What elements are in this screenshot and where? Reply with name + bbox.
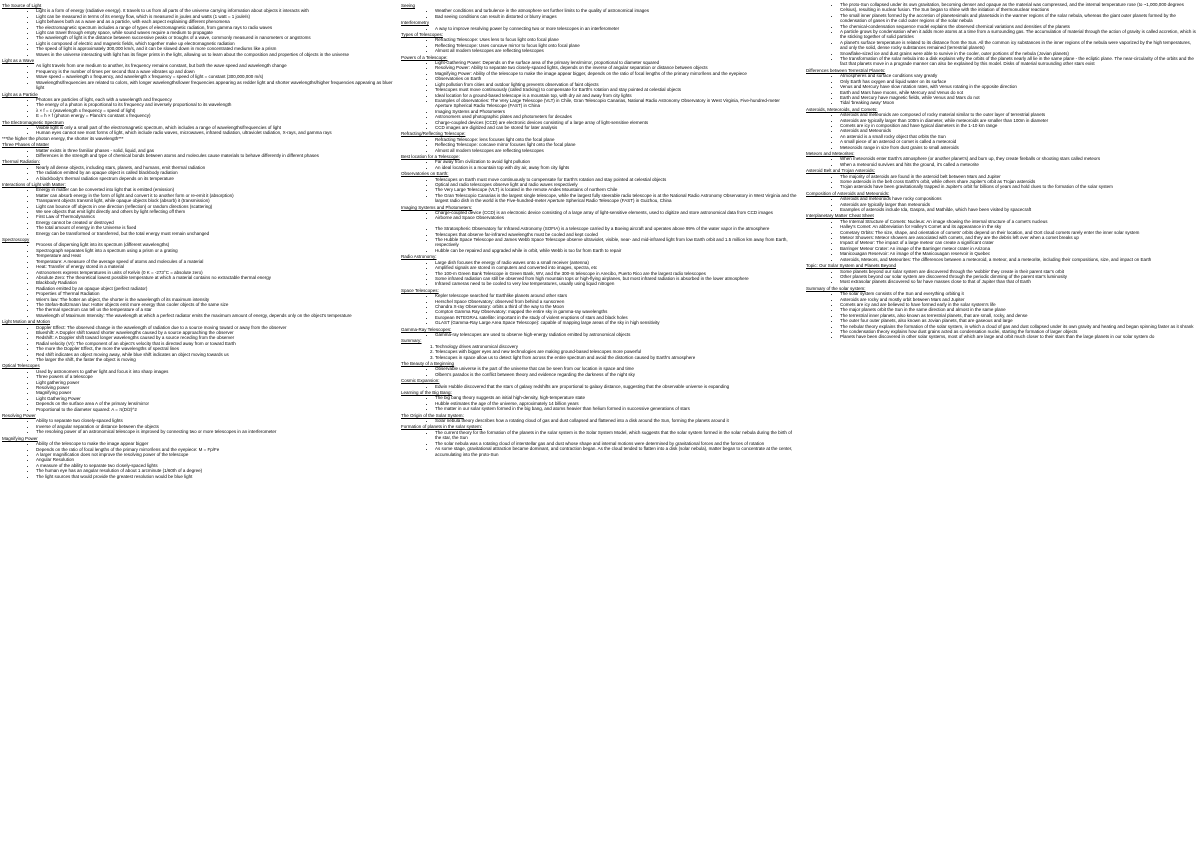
- list-item: • Edwin Hubble discovered that the stars of galaxy redshifts are proportional to galaxy distance, suggesting that the observable universe is expanding: [435, 384, 797, 389]
- bullet-list: [2, 63, 394, 90]
- list-item: • The Very Large Telescope (VLT) is located in the remote Andes Mountains of northern Chile: [435, 187, 797, 192]
- section-heading: Radio Astronomy:: [401, 254, 437, 260]
- list-item: • Ability of the telescope to make the image appear bigger: [36, 441, 394, 446]
- column-left: [2, 2, 394, 846]
- bullet-list: [806, 156, 1198, 167]
- section-heading: Magnifying Power: [2, 435, 38, 441]
- section-heading: Imaging Systems and Photometers:: [401, 204, 473, 210]
- list-item: • Impact of Meteor: The impact of a large meteor can create a significant crater: [840, 240, 1198, 245]
- list-item: • The more the Doppler Effect, the more the wavelengths of spectral lines: [36, 346, 394, 351]
- list-item: • Asteroids are typically larger than 100m in diameter, while meteoroids are smaller than 100m in diameter: [840, 118, 1198, 123]
- list-item: • Process of dispersing light into its spectrum (different wavelengths): [36, 242, 394, 247]
- list-item: • Refracting Telescope: lens focuses light onto the focal plane: [435, 137, 797, 142]
- list-item: • Matter exists in three familiar phases - solid, liquid, and gas: [36, 148, 394, 153]
- list-item: • The Gran Telescopio Canarias is the largest single telescope, while the largest fully steerable radio telescope is at the National Radio Astronomy Observatory in West Virginia and the largest radio dish in the world is the Five-hundred-meter Aperture Spherical Radio Telescope (FAST) in Guizhou, China: [435, 193, 797, 204]
- list-item: • Planets have been discovered in other solar systems, most of which are large and orbit much closer to their stars than the large planets in our solar system do: [840, 334, 1198, 339]
- list-item: • Matter can absorb energy in the form of light and convert it to another form or re-emit it (absorption): [36, 193, 394, 198]
- bullet-list: [806, 174, 1198, 190]
- list-item: • The Internal Structure of Comets: Nucleus: An image showing the internal structure of a comet's nucleus: [840, 219, 1198, 224]
- list-item: • The Stefan-Boltzmann law: Hotter objects emit more energy than cooler objects of the same size: [36, 302, 394, 307]
- list-item: • The nebular theory explains the formation of the solar system, in which a cloud of gas and dust collapsed under its own gravity and heating and began spinning faster as it shrank: [840, 324, 1198, 329]
- section-heading: Types of Telescopes:: [401, 32, 443, 38]
- list-item: • The small inner planets formed by the accretion of planetesimals and planetoids in the warmer regions of the solar nebula, whereas the giant outer planets formed by the condensation of gases in the cold outer regions of the solar nebula: [840, 13, 1198, 24]
- list-item: • Examples of asteroids include Ida, Gaspra, and Mathilde, which have been visited by spacecraft: [840, 207, 1198, 212]
- bullet-list: [2, 242, 394, 318]
- bullet-list: [2, 165, 394, 181]
- list-item: • The energy of a photon is proportional to its frequency and inversely proportional to its wavelength: [36, 102, 394, 107]
- bullet-list: [806, 112, 1198, 150]
- bullet-list: [401, 293, 797, 325]
- section-heading: Optical Telescopes: [2, 363, 40, 369]
- list-item: • Heat: Transfer of energy stored in a material: [36, 264, 394, 269]
- bullet-list: [806, 269, 1198, 285]
- list-item: • Gamma-ray telescopes are used to observe high-energy radiation emitted by astronomical objects: [435, 332, 797, 337]
- list-item: • Depends on the surface area A of the primary lens/mirror: [36, 401, 394, 406]
- list-item: • Almost all modern telescopes are reflecting telescopes: [435, 48, 797, 53]
- list-item: • Earth and Mars have moons, while Mercury and Venus do not: [840, 90, 1198, 95]
- bullet-list: [806, 219, 1198, 262]
- list-item: • Resolving Power: Ability to separate two closely-spaced lights, depends on the inverse of angular separation or distance between objects: [435, 65, 797, 70]
- section-heading: Light Motion and Motion: [2, 319, 51, 325]
- section-heading: Formation of planets in the solar system:: [401, 424, 483, 430]
- section-heading: Learning of the Big Bang:: [401, 390, 452, 396]
- section-heading: Composition of Asteroids and Meteoroids:: [806, 190, 890, 196]
- list-item: • λ × f = c (wavelength x frequency = speed of light): [36, 108, 394, 113]
- list-item: • Telescopes on Earth must move continuously to compensate for Earth's rotation and stay pointed at celestial objects: [435, 177, 797, 182]
- list-item: • The total amount of energy in the Universe is fixed: [36, 225, 394, 230]
- list-item: • Light can travel through empty space, while sound waves require a medium to propagate: [36, 30, 394, 35]
- list-item: • As light travels from one medium to another, its frequency remains constant, but both the wave speed and wavelength change: [36, 63, 394, 68]
- list-item: • Waves in the universe interacting with light has its finger prints in the light, allowing us to learn about the composition and properties of objects in the universe: [36, 52, 394, 57]
- list-item: • Other planets beyond our solar system are discovered through the periodic dimming of the parent star's luminosity: [840, 274, 1198, 279]
- list-item: • Red shift indicates an object moving away, while blue shift indicates an object moving towards us: [36, 352, 394, 357]
- list-item: • When a meteoroid survives and hits the ground, it's called a meteorite: [840, 162, 1198, 167]
- list-item: • Hubble can be repaired and upgraded while in orbit, while Webb is too far from Earth to repair: [435, 248, 797, 253]
- list-item: • The matter in our solar system formed in the big bang, and atoms heavier than helium formed in successive generations of stars: [435, 406, 797, 411]
- list-item: • The solar nebula was a rotating cloud of interstellar gas and dust whose shape and internal motions were determined by gravitational forces and the forces of rotation: [435, 441, 797, 446]
- list-item: • Observatories on Earth: [435, 76, 797, 81]
- list-item: • Transparent objects transmit light, while opaque objects block (absorb) it (transmission): [36, 198, 394, 203]
- list-item: • Chandra X-ray Observatory: orbits a third of the way to the Moon: [435, 304, 797, 309]
- section-heading: Asteroids, Meteoroids, and Comets:: [806, 106, 878, 112]
- list-item: • Olbers's paradox is the conflict between theory and evidence regarding the darkness of the night sky: [435, 372, 797, 377]
- section-heading: Three Phases of Matter: [2, 142, 50, 148]
- bullet-list: [401, 384, 797, 389]
- list-item: • Charge-coupled devices (CCD) are electronic devices consisting of a large array of light-sensitive elements: [435, 120, 797, 125]
- section-heading: Light as a Wave: [2, 58, 35, 64]
- note-text: ***the higher the photon energy, the shorter its wavelength***: [2, 135, 124, 141]
- list-item: • Telescopes must move continuously (called tracking) to compensate for Earth's rotation and stay pointed at celestial objects: [435, 87, 797, 92]
- list-item: • Astronomers express temperatures in units of Kelvin (0 K = -273°C = absolute zero): [36, 270, 394, 275]
- list-item: • Depends on the ratio of focal lengths of the primary mirror/lens and the eyepiece: M = Fp/Fe: [36, 447, 394, 452]
- section-heading: Seeing: [401, 3, 416, 8]
- list-item: • The current theory for the formation of the planets in the solar system is the Solar System Model, which suggests that the solar system formed in the solar nebula during the birth of the star, the Sun: [435, 430, 797, 441]
- list-item: • Barringer Meteor Crater: An image of the Barringer meteor crater in Arizona: [840, 246, 1198, 251]
- list-item: • CCD images are digitized and can be stored for later analysis: [435, 125, 797, 130]
- list-item: • A small piece of an asteroid or comet is called a meteoroid: [840, 139, 1198, 144]
- list-item: • A measure of the ability to separate two closely-spaced lights: [36, 463, 394, 468]
- list-item: • Refracting Telescope: Uses lens to focus light onto focal plane: [435, 37, 797, 42]
- list-item: • Asteroids and Meteoroids: [840, 128, 1198, 133]
- list-item: • Imaging Systems and Photometers: [435, 109, 797, 114]
- bullet-list: [806, 2, 1198, 67]
- list-item: • An ideal location is a mountain top with dry air, away from city lights: [435, 165, 797, 170]
- list-item: • European INTEGRAL satellite: important in the study of violent eruptions of stars and black holes: [435, 315, 797, 320]
- bullet-list: [401, 332, 797, 337]
- list-item: • Photons are particles of light, each with a wavelength and frequency: [36, 97, 394, 102]
- list-item: • Wien's law: The hotter an object, the shorter is the wavelength of its maximum intensity: [36, 297, 394, 302]
- list-item: • The wavelength of light is the distance between successive peaks or troughs of a wave, commonly measured in nanometers or angstroms: [36, 35, 394, 40]
- list-item: • Three powers of a telescope: [36, 374, 394, 379]
- list-item: • Energy can be transformed or transferred, but the total energy must remain unchanged: [36, 231, 394, 236]
- list-item: • Human eyes cannot see most forms of light, which include radio waves, microwaves, infrared radiation, ultraviolet radiation, X-rays, and gamma rays: [36, 130, 394, 135]
- bullet-list: [2, 97, 394, 119]
- section-heading: Powers of a Telescope:: [401, 54, 448, 60]
- list-item: • A particle grows by condensation when it adds more atoms at a time from a surrounding gas. The accumulation of material through the action of gravity is called accretion, which is the sticking together of solid particles: [840, 29, 1198, 40]
- list-item: • The radiation emitted by an opaque object is called blackbody radiation: [36, 170, 394, 175]
- list-item: • Asteroids and meteoroids are composed of rocky material similar to the outer layer of terrestrial planets: [840, 112, 1198, 117]
- section-heading: Summary:: [401, 338, 422, 344]
- list-item: • A larger magnification does not improve the resolving power of the telescope: [36, 452, 394, 457]
- list-item: • Differences in the strength and type of chemical bonds between atoms and molecules cause materials to behave differently in different phases: [36, 153, 394, 158]
- list-item: • Solar nebula theory describes how a rotating cloud of gas and dust collapsed and flattened into a disk around the Sun, forming the planets around it: [435, 418, 797, 423]
- list-item: • Ability to separate two closely-spaced lights: [36, 418, 394, 423]
- list-item: • A planet's surface temperature is related to its distance from the Sun. All the common icy substances in the inner regions of the nebula were vaporized by the high temperatures, and only the solid, dense rocky substances remained (terrestrial planets): [840, 40, 1198, 51]
- list-item: • Herschel Space Observatory: observed from behind a sunscreen: [435, 299, 797, 304]
- list-item: • Light-Gathering Power: Depends on the surface area of the primary lens/mirror, proportional to diameter squared: [435, 60, 797, 65]
- bullet-list: [401, 26, 797, 31]
- list-item: • As some stage, gravitational attraction became dominant, and contraction began. As the cloud tended to flatten into a disk (solar nebula), matter began to concentrate at the center, accumulating into the proto-Sun: [435, 446, 797, 457]
- list-item: • When meteoroids enter Earth's atmosphere (or another planet's) and burn up, they create fireballs or shooting stars called meteors: [840, 156, 1198, 161]
- list-item: • The solar system consists of the Sun and everything orbiting it: [840, 291, 1198, 296]
- list-item: • We see objects that emit light directly and others by light reflecting off them: [36, 209, 394, 214]
- list-item: • A way to improve resolving power by connecting two or more telescopes in an interferometer: [435, 26, 797, 31]
- section-heading: The Electromagnetic Spectrum: [2, 119, 64, 125]
- list-item: • Most extrasolar planets discovered so far have masses close to that of Jupiter than that of Earth: [840, 279, 1198, 284]
- list-item: • Halley's Comet: An abbreviation for Halley's Comet and its appearance in the sky: [840, 224, 1198, 229]
- list-item: • Venus and Mercury have slow rotation rates, with Venus rotating in the opposite direction: [840, 84, 1198, 89]
- list-item: • Observable universe is the part of the universe that can be seen from our location in space and time: [435, 366, 797, 371]
- list-item: • Only Earth has oxygen and liquid water on its surface: [840, 79, 1198, 84]
- list-item: • The outer four outer planets, also known as Jovian planets, that are gaseous and large: [840, 318, 1198, 323]
- bullet-list: [2, 148, 394, 159]
- section-heading: Differences between Terrestrial Planets:: [806, 67, 886, 73]
- list-item: • Light can be measured in terms of its energy flow, which is measured in joules and watts (1 watt = 1 joule/s): [36, 14, 394, 19]
- bullet-list: [806, 291, 1198, 340]
- list-item: • The speed of light is approximately 300,000 km/s, and it can be slowed down in more concentrated mediums like a prism: [36, 46, 394, 51]
- list-item: • The majority of asteroids are found in the asteroid belt between Mars and Jupiter: [840, 174, 1198, 179]
- list-item: • Weather conditions and turbulence in the atmosphere set further limits to the quality of astronomical images: [435, 8, 797, 13]
- bullet-list: [2, 8, 394, 57]
- list-item: • Examples of observatories: The Very Large Telescope (VLT) in Chile, Gran Telescopio Canarias, National Radio Astronomy Observatory in West Virginia, Five-hundred-meter Aperture Spherical Radio Telescope (FAST) in China: [435, 98, 797, 109]
- list-item: • Reflecting Telescope: Uses concave mirror to focus light onto focal plane: [435, 43, 797, 48]
- bullet-list: [2, 441, 394, 479]
- list-item: • Some planets beyond our solar system are discovered through the 'wobble' they create in their parent star's orbit: [840, 269, 1198, 274]
- list-item: • The thermal spectrum can tell us the temperature of a star: [36, 307, 394, 312]
- list-item: • The big bang theory suggests an initial high-density, high-temperature state: [435, 395, 797, 400]
- list-item: • Ideal location for a ground-based telescope is a mountain top, with dry air and away from city lights: [435, 93, 797, 98]
- bullet-list: [401, 430, 797, 457]
- list-item: • Airborne and Space Observatories: [435, 215, 797, 220]
- list-item: • The 100-m Green Bank Telescope in Green Bank, WV, and the 300-m telescope in Arecibo, Puerto Rico are the largest radio telescopes: [435, 271, 797, 276]
- list-item: • The Stratospheric Observatory for Infrared Astronomy (SOFIA) is a telescope carried by a Boeing aircraft and operates above 99% of the water vapor in the atmosphere: [435, 226, 797, 231]
- list-item: • Asteroids are rocky and mostly orbit between Mars and Jupiter: [840, 297, 1198, 302]
- section-heading: Best location for a Telescope:: [401, 153, 460, 159]
- list-item: • Infrared cameras need to be cooled to very low temperatures, usually using liquid nitrogen: [435, 281, 797, 286]
- list-item: • Compton Gamma Ray Observatory: mapped the entire sky in gamma-ray wavelengths: [435, 309, 797, 314]
- list-item: • Redshift: A Doppler shift toward longer wavelengths caused by a source receding from the observer: [36, 335, 394, 340]
- list-item: • The larger the shift, the faster the object is moving: [36, 357, 394, 362]
- bullet-list: [401, 260, 797, 287]
- bullet-list: [401, 177, 797, 204]
- bullet-list: [401, 8, 797, 19]
- list-item: • Cometary Orbits: The size, shape, and orientation of comets' orbits depend on their location, and Oort cloud comets rarely enter the inner solar system: [840, 230, 1198, 235]
- bullet-list: [401, 418, 797, 423]
- list-item: • Temperature and Heat: [36, 253, 394, 258]
- list-item: • Hubble estimates the age of the universe, approximately 14 billion years: [435, 401, 797, 406]
- list-item: • Meteor Showers: Meteor showers are associated with comets, and they are the debris left over when a comet breaks up: [840, 235, 1198, 240]
- list-item: • Wavelengths/frequencies are related to colors, with longer wavelengths/lower frequencies appearing as redder light and shorter wavelengths/higher frequencies appearing as bluer light: [36, 80, 394, 91]
- list-item: 1. Technology drives astronomical discovery: [435, 344, 797, 349]
- list-item: • Some asteroids in the belt cross Earth's orbit, while others share Jupiter's orbit as Trojan asteroids: [840, 179, 1198, 184]
- list-item: • Proportional to the diameter squared: A = π(D/2)^2: [36, 407, 394, 412]
- list-item: • Asteroids and meteoroids have rocky compositions: [840, 196, 1198, 201]
- list-item: • Light gathering power: [36, 380, 394, 385]
- section-heading: Summary of the solar system:: [806, 285, 866, 291]
- bullet-list: [401, 60, 797, 130]
- section-heading: The Beauty of a Beginning: [401, 361, 455, 366]
- bullet-list: [2, 325, 394, 363]
- section-heading: Spectroscopy: [2, 237, 30, 243]
- bullet-list: [401, 210, 797, 253]
- list-item: • Blueshift: A Doppler shift toward shorter wavelengths caused by a source approaching the observer: [36, 330, 394, 335]
- list-item: • Wave speed = wavelength x frequency, and wavelength x frequency = speed of light = constant (300,000,000 m/s): [36, 74, 394, 79]
- bullet-list: [2, 187, 394, 236]
- list-item: • The chemical-condensation sequence model explains the observed chemical variations and densities of the planets: [840, 24, 1198, 29]
- list-item: • The electromagnetic spectrum includes a range of types of electromagnetic radiation, from gamma rays to radio waves: [36, 25, 394, 30]
- list-item: • Meteoroids range in size from dust grains to small asteroids: [840, 145, 1198, 150]
- column-middle: [401, 2, 797, 846]
- bullet-list: [401, 344, 797, 360]
- list-item: • Almost all modern telescopes are reflecting telescopes: [435, 148, 797, 153]
- list-item: • Atmospheres and surface conditions vary greatly: [840, 73, 1198, 78]
- list-item: • Frequency is the number of times per second that a wave vibrates up and down: [36, 69, 394, 74]
- list-item: • Inverse of angular separation or distance between the objects: [36, 424, 394, 429]
- bullet-list: [806, 196, 1198, 212]
- list-item: • The resolving power of an astronomical telescope is improved by connecting two or more telescopes in an interferometer: [36, 429, 394, 434]
- section-heading: Gamma-Ray Telescopes:: [401, 326, 452, 332]
- bullet-list: [401, 395, 797, 411]
- list-item: • Telescopes that observe far-infrared wavelengths must be cooled and kept cooled: [435, 232, 797, 237]
- list-item: • Absolute Zero: The theoretical lowest possible temperature at which a material contains no extractable thermal energy: [36, 275, 394, 280]
- section-heading: The Source of Light: [2, 3, 42, 8]
- list-item: • The major planets orbit the Sun in the same direction and almost in the same plane: [840, 307, 1198, 312]
- list-item: • Visible light is only a small part of the electromagnetic spectrum, which includes a range of wavelengths/frequencies of light: [36, 125, 394, 130]
- list-item: • Earth and Mercury have magnetic fields, while Venus and Mars do not: [840, 95, 1198, 100]
- list-item: • Amplified signals are stored in computers and converted into images, spectra, etc: [435, 265, 797, 270]
- list-item: • First Law of Thermodynamics: [36, 214, 394, 219]
- list-item: • Resolving power: [36, 385, 394, 390]
- list-item: • Light pollution from cities and outdoor lighting prevents observation of faint objects: [435, 82, 797, 87]
- section-heading: Thermal Radiation:: [2, 159, 41, 165]
- list-item: • A blackbody's thermal radiation spectrum depends on its temperature: [36, 176, 394, 181]
- list-item: • Temperature: A measure of the average speed of atoms and molecules of a material: [36, 259, 394, 264]
- list-item: • Light is a form of energy (radiative energy). It travels to us from all parts of the universe carrying information about objects it interacts with: [36, 8, 394, 13]
- list-item: • E = h × f (photon energy = Planck's constant x frequency): [36, 113, 394, 118]
- list-item: • Snowflake-sized ice and dust grains were able to survive in the cooler, outer portions of the nebula (Jovian planets): [840, 51, 1198, 56]
- list-item: • Astronomers used photographic plates and photometers for decades: [435, 114, 797, 119]
- list-item: • Far away from civilization to avoid light pollution: [435, 159, 797, 164]
- list-item: • Energy cannot be created or destroyed: [36, 220, 394, 225]
- list-item: • Magnifying power: [36, 390, 394, 395]
- section-heading: Refracting/Reflecting Telescope:: [401, 131, 466, 137]
- list-item: • Reflecting Telescope: concave mirror focuses light onto the focal plane: [435, 142, 797, 147]
- list-item: • Kepler telescope searched for Earthlike planets around other stars: [435, 293, 797, 298]
- section-heading: Interactions of Light with Matter:: [2, 182, 66, 187]
- list-item: • Radiation emitted by an opaque object (perfect radiator): [36, 286, 394, 291]
- list-item: • Blackbody Radiation: [36, 280, 394, 285]
- list-item: • Manicouagan Reservoir: An image of the Manicouagan reservoir in Quebec: [840, 251, 1198, 256]
- list-item: • Radial velocity (Vr): The component of an object's velocity that is directed away from or toward Earth: [36, 341, 394, 346]
- list-item: • Energy in matter can be converted into light that is emitted (emission): [36, 187, 394, 192]
- bullet-list: [401, 37, 797, 53]
- list-item: • Comets are icy in composition and have typical diameters in the 1-10 km range: [840, 123, 1198, 128]
- section-heading: Asteroid Belt and Trojan Asteroids:: [806, 168, 876, 174]
- section-heading: Interferometry: [401, 20, 430, 26]
- list-item: • Properties of Thermal Radiation: [36, 291, 394, 296]
- section-heading: Resolving Power: [2, 413, 36, 419]
- column-right: [806, 2, 1198, 846]
- list-item: • The transformation of the solar nebula into a disk explains why the orbits of the planets nearly all lie in the same plane - the ecliptic plane. The near-circularity of the orbits and the fact that planets move in a prograde manner can also be explained by this model. Disks of material surrounding other stars exist: [840, 56, 1198, 67]
- list-item: • Some infrared radiation can still be observed from high mountain tops or high-flying airplanes, but most infrared radiation is absorbed in the lower atmosphere: [435, 276, 797, 281]
- list-item: • Trojan asteroids have been gravitationally trapped in Jupiter's orbit for billions of years and hold clues to the formation of the solar system: [840, 184, 1198, 189]
- list-item: • Charge-coupled device (CCD) is an electronic device consisting of a large array of light-sensitive elements, used to digitize and store astronomical data from CCD images: [435, 210, 797, 215]
- section-heading: Observatories on Earth:: [401, 171, 449, 177]
- list-item: • The human eye has an angular resolution of about 1 arcminute (1/60th of a degree): [36, 468, 394, 473]
- list-item: • Optical and radio telescopes observe light and radio waves respectively: [435, 182, 797, 187]
- list-item: • Magnifying Power: Ability of the telescope to make the image appear bigger, depends on the ratio of focal lengths of the primary mirror/lens and the eyepiece: [435, 71, 797, 76]
- list-item: • The light sources that would provide the greatest resolution would be blue light: [36, 474, 394, 479]
- section-heading: Space Telescopes:: [401, 287, 439, 293]
- list-item: 2. Telescopes with bigger eyes and new technologies are making ground-based telescopes more powerful: [435, 349, 797, 354]
- section-heading: Meteors and Meteorites:: [806, 150, 855, 156]
- list-item: • The terrestrial inner planets, also known as terrestrial planets, that are small, rocky, and dense: [840, 313, 1198, 318]
- section-heading: The Origin of the Solar System:: [401, 412, 464, 418]
- section-heading: Topic: Our Solar System and Planets Beyond: [806, 263, 897, 269]
- bullet-list: [806, 73, 1198, 105]
- list-item: • Asteroids, Meteors, and Meteorites: The differences between a meteoroid, a meteor, and a meteorite, including their compositions, size, and impact on Earth: [840, 257, 1198, 262]
- bullet-list: [2, 125, 394, 136]
- bullet-list: [2, 369, 394, 412]
- list-item: • Used by astronomers to gather light and focus it into sharp images: [36, 369, 394, 374]
- list-item: • Spectrograph separates light into a spectrum using a prism or a grating: [36, 248, 394, 253]
- section-heading: Interplanetary Matter Cheat Sheet: [806, 213, 874, 219]
- list-item: • Asteroids are typically larger than meteoroids: [840, 202, 1198, 207]
- list-item: • Wavelength of Maximum Intensity: The wavelength at which a perfect radiator emits the maximum amount of energy, depends only on the object's temperature: [36, 313, 394, 318]
- list-item: • Doppler Effect: The observed change in the wavelength of radiation due to a source moving toward or away from the observer: [36, 325, 394, 330]
- list-item: • The proto-Sun collapsed under its own gravitation, becoming denser and opaque as the material was compressed, and the internal temperature rose (to ~1,000,000 degrees Celsius), resulting in nuclear fusion. The Sun began to shine with the initiation of thermonuclear reactions: [840, 2, 1198, 13]
- list-item: • Light Gathering Power: [36, 396, 394, 401]
- list-item: • The Hubble Space Telescope and James Webb Space Telescope observe ultraviolet, visible, near- and mid-infrared light from low Earth orbit and 1.5 million km away from Earth, respectively: [435, 237, 797, 248]
- list-item: • Tidal 'breaking away' Moon: [840, 100, 1198, 105]
- list-item: • The condensation theory explains how dust grains acted as condensation nuclei, starting the formation of larger objects: [840, 329, 1198, 334]
- list-item: • Light behaves both as a wave and as a particle, with each aspect explaining different phenomena: [36, 19, 394, 24]
- list-item: • Light can bounce off objects in one direction (reflection) or random directions (scattering): [36, 204, 394, 209]
- list-item: • GLAST (Gamma-Ray Large Area Space Telescope): capable of mapping large areas of the sky in high sensitivity: [435, 320, 797, 325]
- list-item: • Nearly all dense objects, including stars, planets, and humans, emit thermal radiation: [36, 165, 394, 170]
- list-item: • An asteroid is a small rocky object that orbits the Sun: [840, 134, 1198, 139]
- list-item: • Large dish focuses the energy of radio waves onto a small receiver (antenna): [435, 260, 797, 265]
- list-item: • Comets are icy and are believed to have formed early in the solar system's life: [840, 302, 1198, 307]
- list-item: • Light is composed of electric and magnetic fields, which together make up electromagnetic radiation: [36, 41, 394, 46]
- bullet-list: [401, 137, 797, 153]
- list-item: • Bad seeing conditions can result in distorted or blurry images: [435, 14, 797, 19]
- bullet-list: [2, 418, 394, 434]
- bullet-list: [401, 366, 797, 377]
- list-item: 3. Telescopes in space allow us to detect light from across the entire spectrum and avoid the distortion caused by Earth's atmosphere: [435, 355, 797, 360]
- section-heading: Light as a Particle: [2, 91, 38, 97]
- section-heading: Cosmic Expansion:: [401, 378, 440, 384]
- list-item: • Angular Resolution: [36, 457, 394, 462]
- bullet-list: [401, 159, 797, 170]
